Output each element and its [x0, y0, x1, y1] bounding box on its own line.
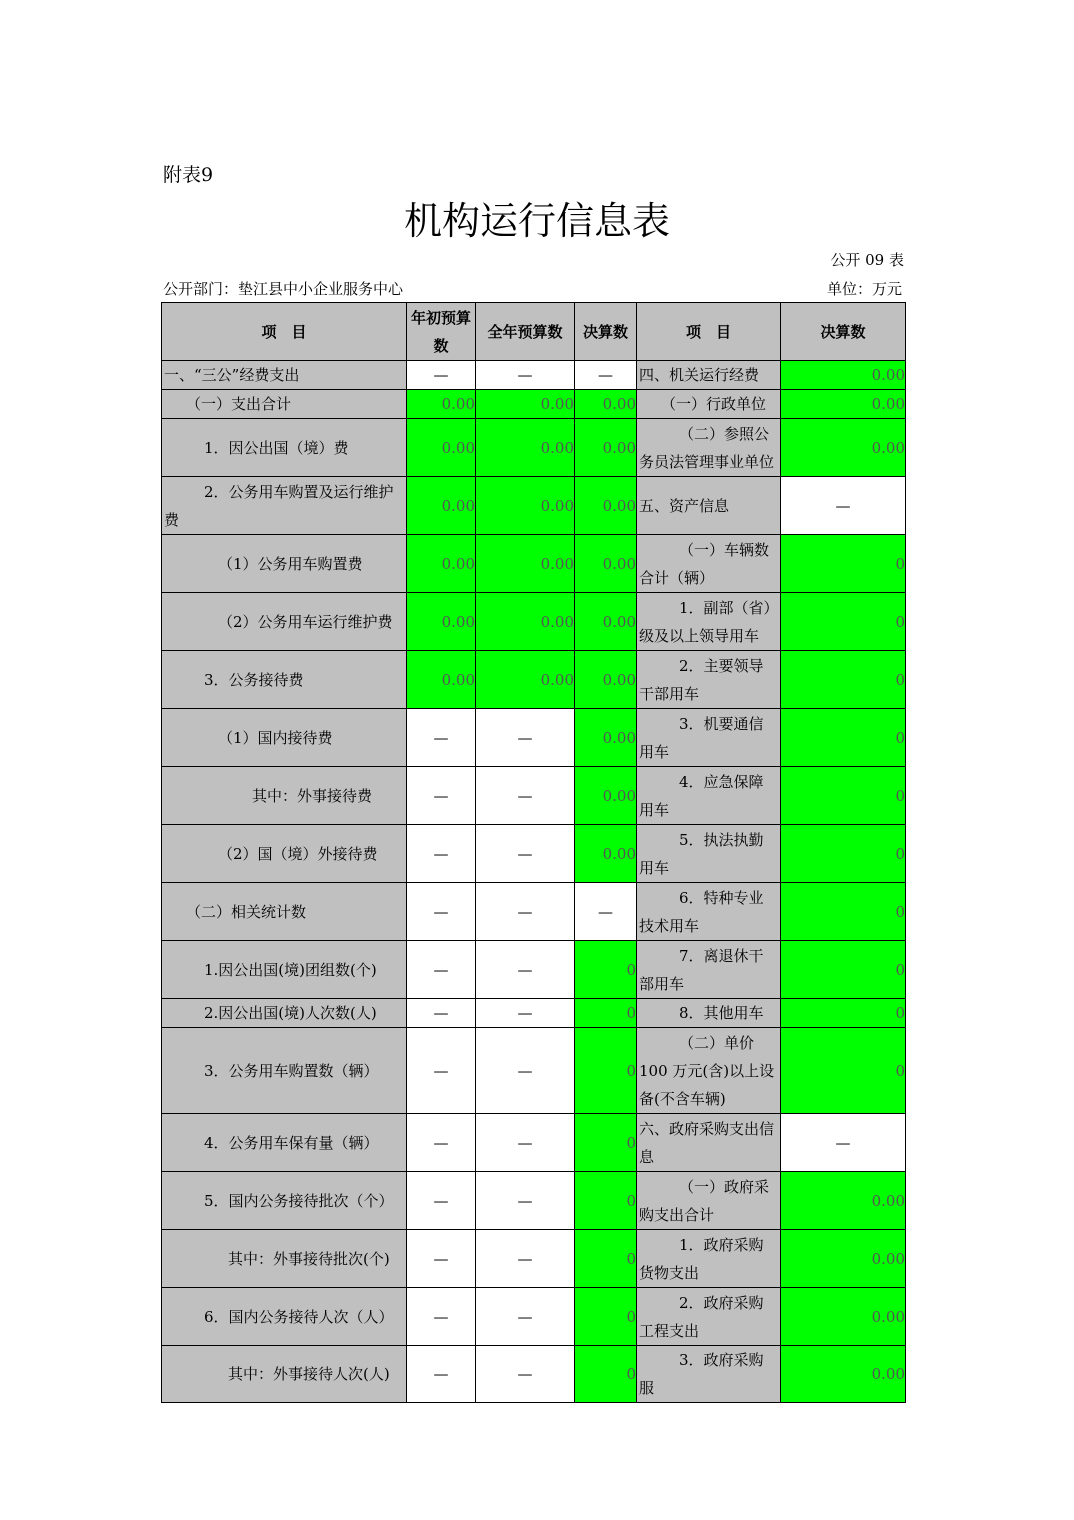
initial-budget-cell: —	[407, 1172, 476, 1230]
final-cell: 0	[575, 941, 637, 999]
annual-budget-cell: —	[476, 1346, 575, 1403]
annual-budget-cell: —	[476, 1028, 575, 1114]
right-final-cell: 0.00	[781, 1288, 906, 1346]
row-label: （2）国（境）外接待费	[162, 825, 407, 883]
initial-budget-cell: 0.00	[407, 593, 476, 651]
initial-budget-cell: —	[407, 941, 476, 999]
initial-budget-cell: 0.00	[407, 535, 476, 593]
row-label: （1）国内接待费	[162, 709, 407, 767]
table-row	[162, 825, 906, 883]
header-initial-budget: 年初预算数	[407, 303, 476, 361]
initial-budget-cell: —	[407, 709, 476, 767]
right-final-cell: 0	[781, 941, 906, 999]
right-final-cell: 0	[781, 883, 906, 941]
initial-budget-cell: 0.00	[407, 419, 476, 477]
final-cell: 0	[575, 1288, 637, 1346]
annual-budget-cell: 0.00	[476, 419, 575, 477]
table-row	[162, 1114, 906, 1172]
header-item-right: 项 目	[637, 303, 781, 361]
right-label: 1．政府采购货物支出	[637, 1230, 781, 1288]
row-label: （一）支出合计	[162, 390, 407, 419]
right-label: 2．政府采购工程支出	[637, 1288, 781, 1346]
initial-budget-cell: —	[407, 1288, 476, 1346]
initial-budget-cell: —	[407, 1230, 476, 1288]
row-label: 2.因公出国(境)人次数(人)	[162, 999, 407, 1028]
info-table	[161, 302, 906, 1403]
final-cell: 0	[575, 1028, 637, 1114]
table-row	[162, 593, 906, 651]
right-final-cell: —	[781, 477, 906, 535]
initial-budget-cell: —	[407, 361, 476, 390]
final-cell: 0	[575, 1114, 637, 1172]
right-final-cell: 0.00	[781, 1346, 906, 1403]
table-row	[162, 535, 906, 593]
initial-budget-cell: 0.00	[407, 390, 476, 419]
right-final-cell: 0	[781, 999, 906, 1028]
final-cell: 0	[575, 1346, 637, 1403]
right-label: （二）参照公务员法管理事业单位	[637, 419, 781, 477]
final-cell: 0.00	[575, 419, 637, 477]
header-item-left: 项 目	[162, 303, 407, 361]
annual-budget-cell: —	[476, 825, 575, 883]
table-number: 公开 09 表	[830, 251, 904, 269]
final-cell: 0.00	[575, 709, 637, 767]
row-label: 其中：外事接待费	[162, 767, 407, 825]
annual-budget-cell: —	[476, 941, 575, 999]
annual-budget-cell: 0.00	[476, 390, 575, 419]
right-final-cell: 0.00	[781, 361, 906, 390]
initial-budget-cell: —	[407, 1114, 476, 1172]
initial-budget-cell: 0.00	[407, 477, 476, 535]
annual-budget-cell: —	[476, 883, 575, 941]
final-cell: —	[575, 883, 637, 941]
department: 公开部门：垫江县中小企业服务中心	[163, 280, 404, 298]
right-final-cell: 0	[781, 709, 906, 767]
right-label: 4．应急保障用车	[637, 767, 781, 825]
right-final-cell: 0.00	[781, 1172, 906, 1230]
initial-budget-cell: —	[407, 825, 476, 883]
final-cell: 0.00	[575, 825, 637, 883]
right-label: 六、政府采购支出信息	[637, 1114, 781, 1172]
final-cell: 0.00	[575, 767, 637, 825]
table-row	[162, 767, 906, 825]
table-row	[162, 477, 906, 535]
table-row	[162, 1288, 906, 1346]
annual-budget-cell: 0.00	[476, 593, 575, 651]
right-final-cell: 0.00	[781, 390, 906, 419]
right-label: 8．其他用车	[637, 999, 781, 1028]
final-cell: 0.00	[575, 477, 637, 535]
table-row	[162, 1230, 906, 1288]
row-label: 3．公务用车购置数（辆）	[162, 1028, 407, 1114]
right-final-cell: 0	[781, 651, 906, 709]
right-final-cell: 0	[781, 535, 906, 593]
table-row	[162, 651, 906, 709]
final-cell: —	[575, 361, 637, 390]
right-label: （二）单价 100 万元(含)以上设备(不含车辆)	[637, 1028, 781, 1114]
row-label: （2）公务用车运行维护费	[162, 593, 407, 651]
final-cell: 0	[575, 1230, 637, 1288]
unit-label: 单位：万元	[826, 280, 902, 298]
table-row	[162, 1172, 906, 1230]
right-label: 7．离退休干部用车	[637, 941, 781, 999]
right-label: 2．主要领导干部用车	[637, 651, 781, 709]
final-cell: 0.00	[575, 535, 637, 593]
annual-budget-cell: —	[476, 361, 575, 390]
row-label: 其中：外事接待批次(个)	[162, 1230, 407, 1288]
final-cell: 0.00	[575, 651, 637, 709]
row-label: 6．国内公务接待人次（人）	[162, 1288, 407, 1346]
row-label: （1）公务用车购置费	[162, 535, 407, 593]
table-row	[162, 1346, 906, 1403]
right-final-cell: 0	[781, 767, 906, 825]
right-final-cell: 0.00	[781, 1230, 906, 1288]
final-cell: 0.00	[575, 390, 637, 419]
final-cell: 0.00	[575, 593, 637, 651]
annual-budget-cell: 0.00	[476, 535, 575, 593]
initial-budget-cell: —	[407, 1346, 476, 1403]
right-label: 3．机要通信用车	[637, 709, 781, 767]
right-label: 1．副部（省）级及以上领导用车	[637, 593, 781, 651]
table-row	[162, 941, 906, 999]
table-row	[162, 419, 906, 477]
right-label: 3．政府采购服	[637, 1346, 781, 1403]
row-label: 3．公务接待费	[162, 651, 407, 709]
initial-budget-cell: —	[407, 883, 476, 941]
row-label: 一、“三公”经费支出	[162, 361, 407, 390]
right-label: 五、资产信息	[637, 477, 781, 535]
initial-budget-cell: —	[407, 767, 476, 825]
row-label: 4．公务用车保有量（辆）	[162, 1114, 407, 1172]
header-final-left: 决算数	[575, 303, 637, 361]
row-label: 1.因公出国(境)团组数(个)	[162, 941, 407, 999]
header-annual-budget: 全年预算数	[476, 303, 575, 361]
annual-budget-cell: 0.00	[476, 477, 575, 535]
table-row	[162, 709, 906, 767]
row-label: 2．公务用车购置及运行维护费	[162, 477, 407, 535]
initial-budget-cell: 0.00	[407, 651, 476, 709]
row-label: 其中：外事接待人次(人)	[162, 1346, 407, 1403]
right-final-cell: 0	[781, 1028, 906, 1114]
table-row	[162, 883, 906, 941]
initial-budget-cell: —	[407, 999, 476, 1028]
final-cell: 0	[575, 999, 637, 1028]
right-label: 6．特种专业技术用车	[637, 883, 781, 941]
right-final-cell: 0.00	[781, 419, 906, 477]
annual-budget-cell: 0.00	[476, 651, 575, 709]
annual-budget-cell: —	[476, 999, 575, 1028]
right-label: （一）政府采购支出合计	[637, 1172, 781, 1230]
table-row	[162, 361, 906, 390]
row-label: 5．国内公务接待批次（个）	[162, 1172, 407, 1230]
table-row	[162, 390, 906, 419]
annual-budget-cell: —	[476, 1114, 575, 1172]
annual-budget-cell: —	[476, 1230, 575, 1288]
right-final-cell: —	[781, 1114, 906, 1172]
annual-budget-cell: —	[476, 1288, 575, 1346]
right-final-cell: 0	[781, 593, 906, 651]
table-row	[162, 999, 906, 1028]
annex-label: 附表9	[163, 164, 214, 186]
header-final-right: 决算数	[781, 303, 906, 361]
table-row	[162, 1028, 906, 1114]
right-final-cell: 0	[781, 825, 906, 883]
annual-budget-cell: —	[476, 767, 575, 825]
page-title: 机构运行信息表	[403, 199, 670, 243]
right-label: （一）车辆数合计（辆）	[637, 535, 781, 593]
right-label: 四、机关运行经费	[637, 361, 781, 390]
final-cell: 0	[575, 1172, 637, 1230]
annual-budget-cell: —	[476, 1172, 575, 1230]
annual-budget-cell: —	[476, 709, 575, 767]
row-label: （二）相关统计数	[162, 883, 407, 941]
row-label: 1．因公出国（境）费	[162, 419, 407, 477]
initial-budget-cell: —	[407, 1028, 476, 1114]
right-label: （一）行政单位	[637, 390, 781, 419]
right-label: 5．执法执勤用车	[637, 825, 781, 883]
